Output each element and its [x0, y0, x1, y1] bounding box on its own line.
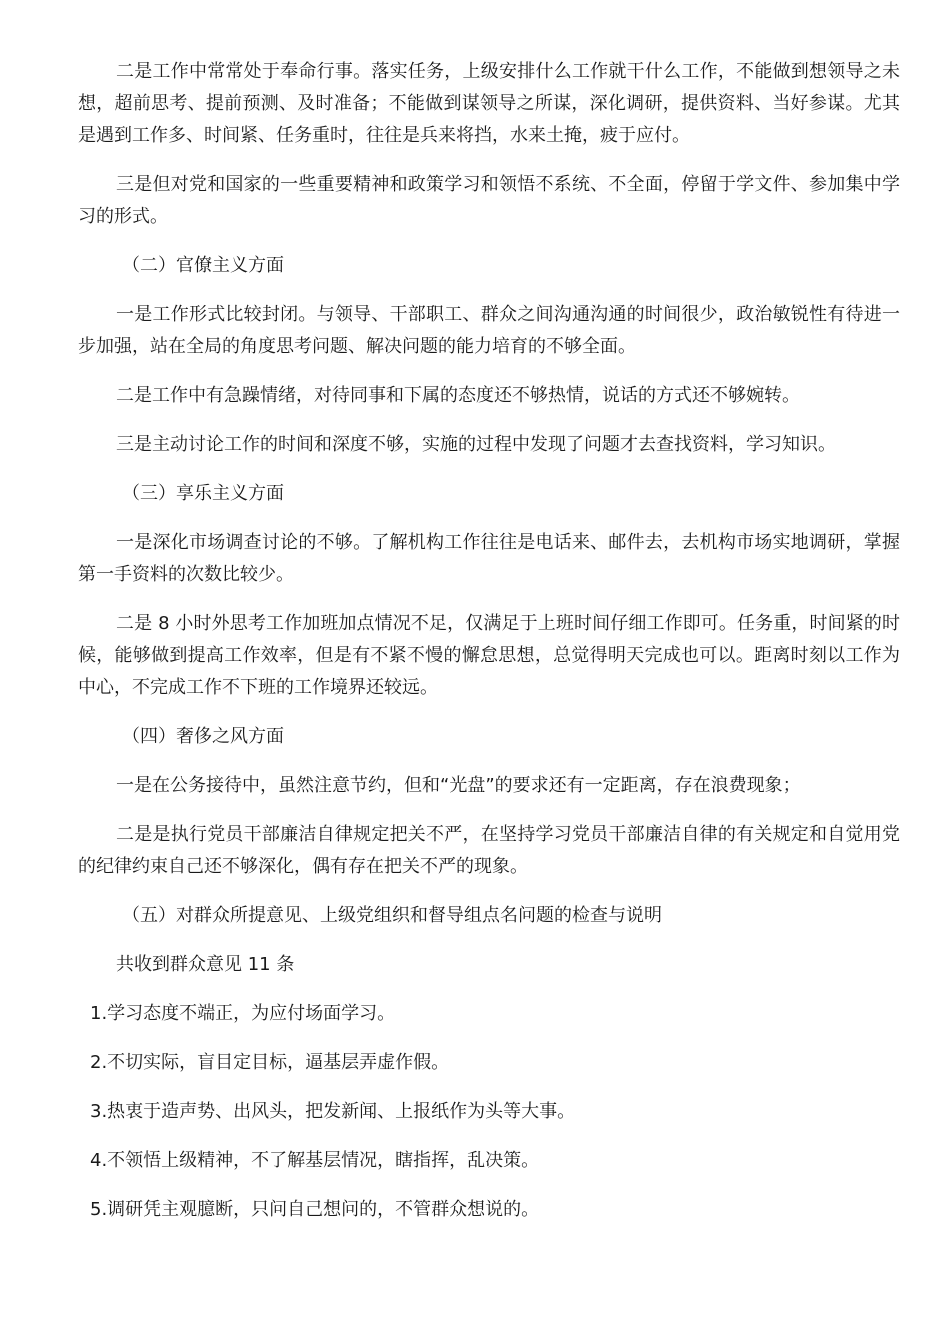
list-item: 1.学习态度不端正，为应付场面学习。 [90, 1003, 396, 1024]
section-heading-bureaucratism: （二）官僚主义方面 [122, 255, 284, 276]
list-item: 3.热衷于造声势、出风头，把发新闻、上报纸作为头等大事。 [90, 1101, 576, 1122]
section-heading-extravagance: （四）奢侈之风方面 [122, 726, 284, 747]
paragraph-overtime: 二是 8 小时外思考工作加班加点情况不足，仅满足于上班时间仔细工作即可。任务重，时间紧的时候，能够做到提高工作效率，但是有不紧不慢的懈怠思想，总觉得明天完成也可以。距离时刻以工作为中心，不完成工作不下班的工作境界还较远。 [78, 613, 900, 698]
list-item: 5.调研凭主观臆断，只问自己想问的，不管群众想说的。 [90, 1199, 540, 1220]
paragraph-work-passive: 二是工作中常常处于奉命行事。落实任务，上级安排什么工作就干什么工作，不能做到想领导之未想，超前思考、提前预测、及时准备；不能做到谋领导之所谋，深化调研，提供资料、当好参谋。尤其是遇到工作多、时间紧、任务重时，往往是兵来将挡，水来土掩，疲于应付。 [78, 61, 900, 146]
list-item: 2.不切实际，盲目定目标，逼基层弄虚作假。 [90, 1052, 450, 1073]
paragraph-discussion-depth: 三是主动讨论工作的时间和深度不够，实施的过程中发现了问题才去查找资料，学习知识。 [116, 434, 836, 455]
paragraph-market-research: 一是深化市场调查讨论的不够。了解机构工作往往是电话来、邮件去，去机构市场实地调研，掌握第一手资料的次数比较少。 [78, 532, 900, 585]
paragraph-closed-work: 一是工作形式比较封闭。与领导、干部职工、群众之间沟通沟通的时间很少，政治敏锐性有待进一步加强，站在全局的角度思考问题、解决问题的能力培育的不够全面。 [78, 304, 900, 357]
section-heading-hedonism: （三）享乐主义方面 [122, 483, 284, 504]
paragraph-discipline: 二是是执行党员干部廉洁自律规定把关不严，在坚持学习党员干部廉洁自律的有关规定和自觉用党的纪律约束自己还不够深化，偶有存在把关不严的现象。 [78, 824, 900, 877]
section-heading-feedback: （五）对群众所提意见、上级党组织和督导组点名问题的检查与说明 [122, 905, 662, 926]
paragraph-reception: 一是在公务接待中，虽然注意节约，但和“光盘”的要求还有一定距离，存在浪费现象； [116, 775, 801, 796]
paragraph-feedback-count: 共收到群众意见 11 条 [116, 954, 295, 975]
document-body [78, 56, 900, 1243]
paragraph-impatience: 二是工作中有急躁情绪，对待同事和下属的态度还不够热情，说话的方式还不够婉转。 [116, 385, 800, 406]
list-item: 4.不领悟上级精神，不了解基层情况，瞎指挥，乱决策。 [90, 1150, 540, 1171]
paragraph-study-policy: 三是但对党和国家的一些重要精神和政策学习和领悟不系统、不全面，停留于学文件、参加集中学习的形式。 [78, 174, 900, 227]
